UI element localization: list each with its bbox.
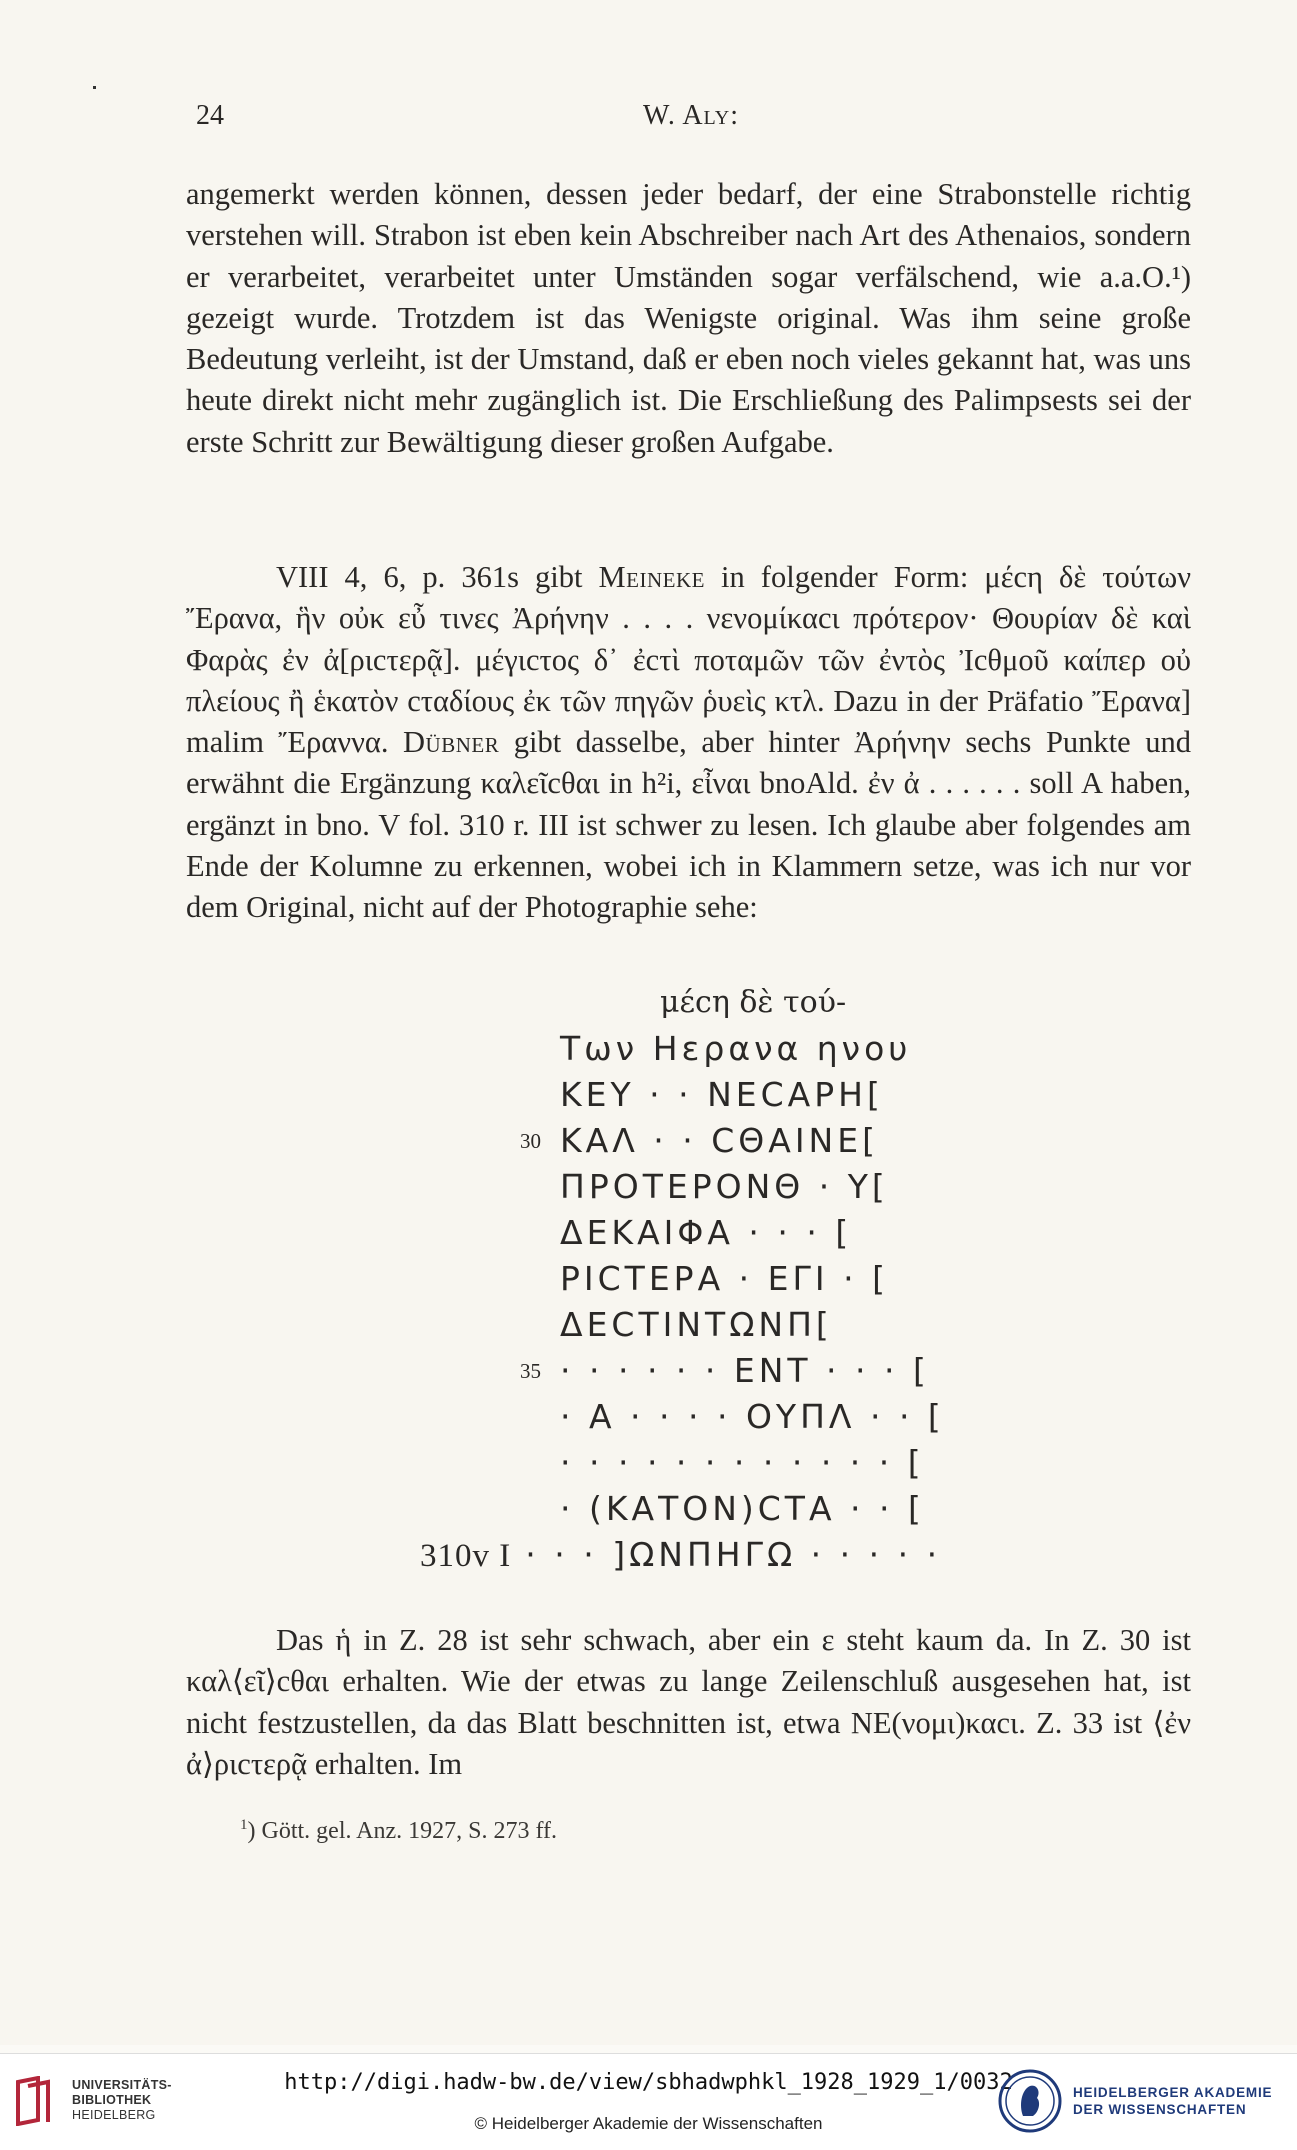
transcription-line — [420, 1256, 889, 1302]
line-text: · · · · · · · · · · · · [ — [560, 1443, 925, 1482]
library-logo-line: HEIDELBERG — [72, 2108, 156, 2122]
palimpsest-transcription — [420, 980, 945, 1578]
paragraph-2-text — [186, 557, 1191, 929]
line-text: ΚΑΛ · · CΘΑΙΝΕ[ — [560, 1121, 879, 1160]
academy-logo[interactable] — [997, 2066, 1287, 2138]
paragraph-2-part-c: gibt dasselbe, aber hinter Ἀρήνην sechs Punkte und erwähnt die Ergänzung καλεῖcθαι in h²i, εἶναι bnoAld. ἐν ἀ . . . . . . soll A haben, ergänzt in bno. V fol. 310 r. III ist schwer zu lesen. Ich glaube aber folgendes am Ende der Kolumne zu erkennen, wobei ich in Klammern setze, was ich nur vor dem Original, nicht auf der Photographie sehe: — [186, 725, 1191, 925]
author-meineke: Meineke — [598, 560, 705, 594]
academy-logo-line: DER WISSENSCHAFTEN — [1073, 2102, 1247, 2117]
transcription-line — [420, 1026, 912, 1072]
document-url-link[interactable]: http://digi.hadw-bw.de/view/sbhadwphkl_1928_1929_1/0032 — [284, 2070, 1013, 2095]
line-text: · · · ]ΩΝΠΗΓΩ · · · · · — [525, 1535, 942, 1574]
viewer-footer-bar — [0, 2053, 1297, 2150]
academy-seal-icon — [997, 2068, 1063, 2134]
crop-mark — [93, 86, 96, 89]
line-number: 30 — [520, 1129, 541, 1153]
page-number: 24 — [196, 100, 224, 131]
author-duebner: Dübner — [403, 725, 500, 760]
transcription-line — [420, 1302, 880, 1348]
paragraph-2 — [186, 557, 1191, 929]
transcription-line — [420, 1440, 925, 1486]
library-logo-line: BIBLIOTHEK — [72, 2093, 152, 2107]
footnote — [240, 1817, 557, 1845]
transcription-line — [420, 1164, 889, 1210]
academy-logo-text — [1073, 2084, 1272, 2118]
footnote-mark: 1 — [240, 1817, 248, 1833]
paragraph-1-text: angemerkt werden können, dessen jeder bedarf, der eine Strabonstelle richtig verstehen will. Strabon ist eben kein Abschreiber nach Art des Athenaios, sondern er verarbeitet, verarbeitet unter Umständen sogar verfälschend, wie a.a.O.¹) gezeigt wurde. Trotzdem ist das Wenigste original. Was ihm seine große Bedeutung verleiht, ist der Umstand, daß er eben noch vieles gekannt hat, was uns heute direkt nicht mehr zugänglich ist. Die Erschließung des Palimpsests sei der erste Schritt zur Bewältigung dieser großen Aufgabe. — [186, 177, 1191, 459]
folio-label: 310v I — [420, 1538, 512, 1574]
line-number: 35 — [520, 1359, 541, 1383]
transcription-line — [420, 1072, 884, 1118]
running-title: W. Aly: — [643, 100, 739, 131]
line-text: ΔΕΚΑΙΦΑ · · · [ — [560, 1213, 853, 1252]
paragraph-1 — [186, 174, 1191, 463]
line-text: · · · · · · ΕΝΤ · · · [ — [560, 1351, 930, 1390]
line-text: ΚΕΥ · · ΝΕCΑΡΗ[ — [560, 1075, 884, 1114]
transcription-line — [420, 1486, 925, 1532]
transcription-line — [420, 1394, 945, 1440]
line-text: · (ΚΑΤΟΝ)CΤΑ · · [ — [560, 1489, 925, 1528]
transcription-line-last — [420, 1532, 942, 1578]
paragraph-3-text: Das ἡ in Z. 28 ist sehr schwach, aber ein ε steht kaum da. In Z. 30 ist καλ⟨εῖ⟩cθαι erhalten. Wie der etwas zu lange Zeilenschluß ausgesehen hat, ist nicht festzustellen, da das Blatt beschnitten ist, etwa ΝΕ(νομι)καcι. Z. 33 ist ⟨ἐν ἀ⟩ριcτερᾷ erhalten. Im — [186, 1623, 1191, 1781]
line-text: ΔΕCΤΙΝΤΩΝΠ[ — [560, 1305, 833, 1344]
transcription-line — [420, 1210, 880, 1256]
transcription-line — [420, 1348, 930, 1394]
line-text: ΠΡΟΤΕΡΟΝΘ · Υ[ — [560, 1167, 889, 1206]
transcription-heading-line: μέcη δὲ τού- — [660, 985, 847, 1020]
copyright-notice: © Heidelberger Akademie der Wissenschaften — [474, 2114, 823, 2133]
paragraph-2-part-b: in folgender Form: μέcη δὲ τούτων Ἔρανα, ἣν οὐκ εὖ τινες Ἀρήνην . . . . νενομίκαcι πρότερον· Θουρίαν δὲ καὶ Φαρὰς ἐν ἀ[ριcτερᾷ]. μέγιcτος δ᾽ ἐcτὶ ποταμῶν τῶν ἐντὸς Ἰcθμοῦ καίπερ οὐ πλείους ἢ ἑκατὸν cταδίους ἐκ τῶν πηγῶν ῥυεὶς κτλ. Dazu in der Präfatio Ἔρανα] malim Ἔραννα. — [186, 560, 1192, 760]
line-text: ΡΙCΤΕΡΑ · ΕΓΙ · [ — [560, 1259, 889, 1298]
academy-logo-line: HEIDELBERGER AKADEMIE — [1073, 2085, 1273, 2100]
paragraph-3 — [186, 1620, 1191, 1785]
library-logo-line: UNIVERSITÄTS- — [72, 2078, 172, 2092]
line-text: · Α · · · · ΟΥΠΛ · · [ — [560, 1397, 945, 1436]
footnote-text: ) Gött. gel. Anz. 1927, S. 273 ff. — [247, 1818, 558, 1844]
paragraph-2-part-a: VIII 4, 6, p. 361s gibt — [276, 560, 583, 594]
transcription-line — [420, 1118, 880, 1164]
line-text: Των Ηερανα ηνου — [560, 1029, 912, 1068]
page-header — [196, 100, 1186, 140]
